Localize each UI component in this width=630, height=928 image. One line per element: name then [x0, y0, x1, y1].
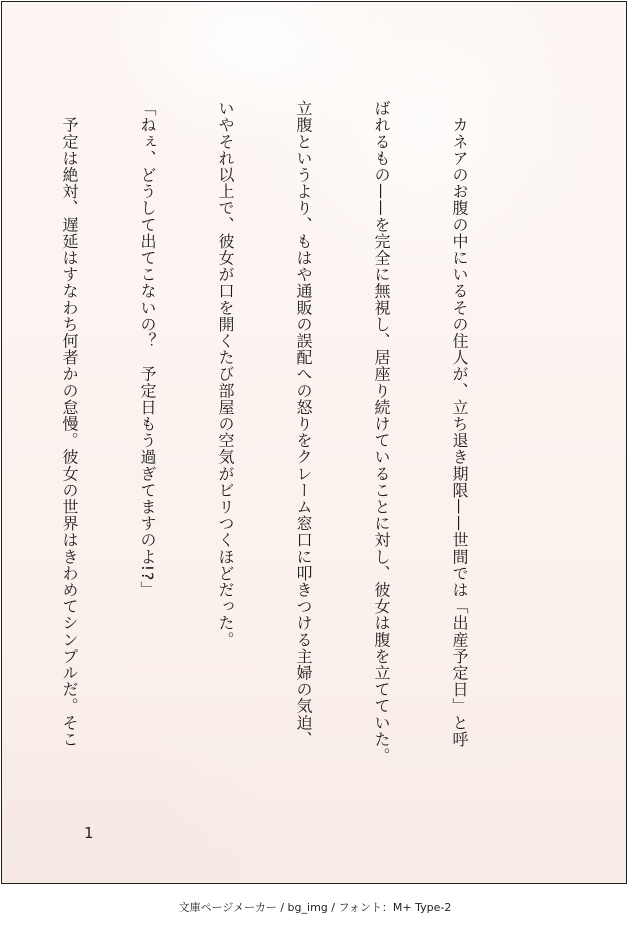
text-line: 立腹というより、もはや通販の誤配への怒りをクレーム窓口に叩きつける主婦の気迫、: [294, 100, 313, 748]
text-line: 「ねぇ、どうして出てこないの？ 予定日もう過ぎてますのよ!?」: [138, 100, 157, 598]
page-number: 1: [84, 824, 94, 842]
text-line: 予定は絶対、遅延はすなわち何者かの怠慢。彼女の世界はきわめてシンプルだ。そこ: [60, 100, 79, 748]
text-line: カネアのお腹の中にいるその住人が、立ち退き期限——世間では「出産予定日」と呼: [450, 100, 469, 748]
text-line: いやそれ以上で、彼女が口を開くたび部屋の空気がビリつくほどだった。: [216, 100, 235, 648]
text-line: ばれるもの——を完全に無視し、居座り続けていることに対し、彼女は腹を立てていた。: [372, 100, 391, 764]
book-page: [1, 1, 627, 884]
text-line: [0, 100, 4, 800]
vertical-text-body: [0, 100, 524, 800]
footer-credit: 文庫ページメーカー / bg_img / フォント：M+ Type-2: [178, 901, 452, 914]
